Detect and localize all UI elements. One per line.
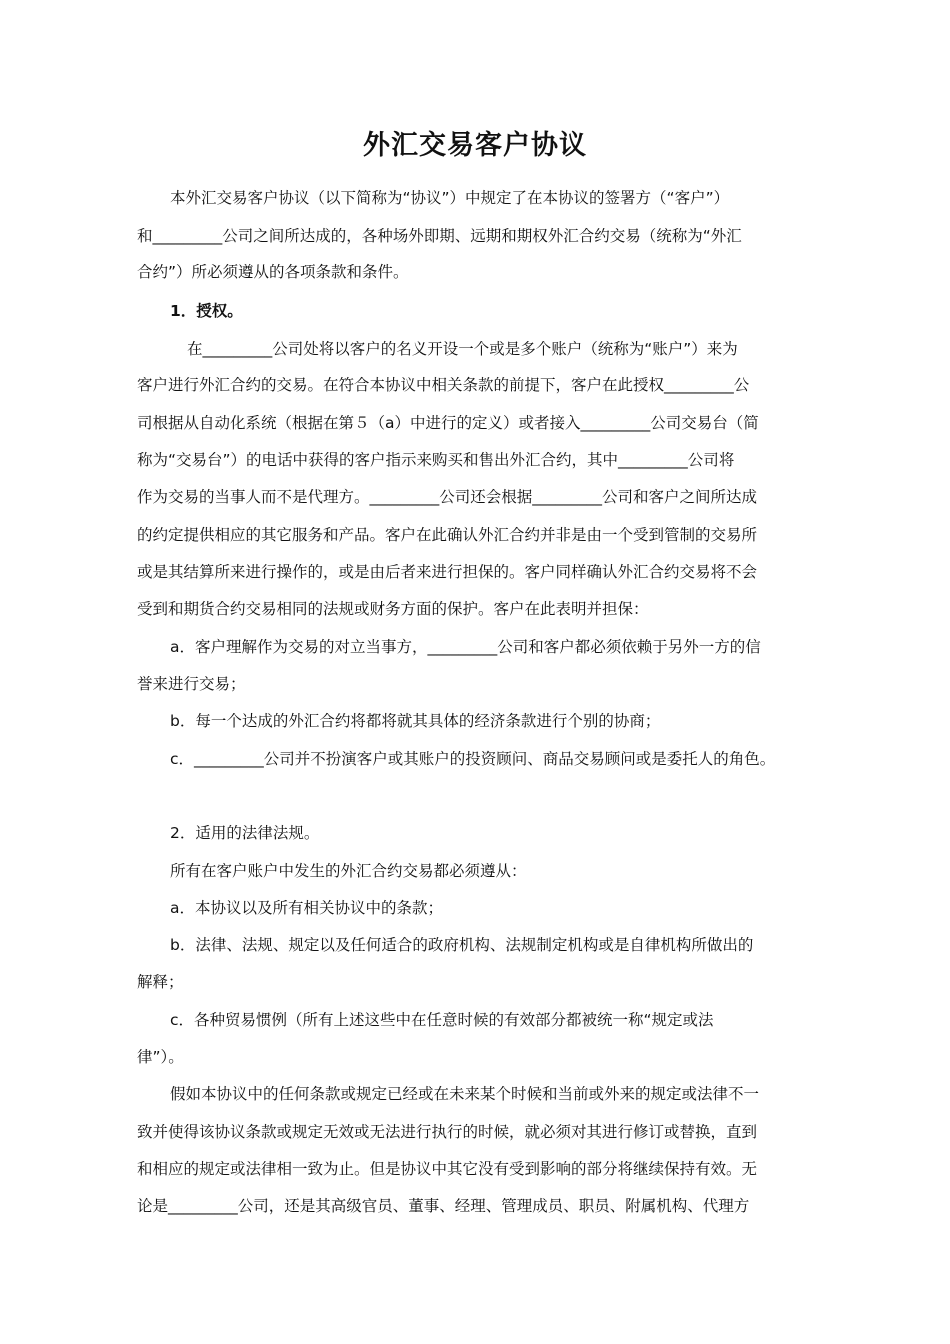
paragraph-line: 客户进行外汇合约的交易。在符合本协议中相关条款的前提下，客户在此授权_________公	[137, 376, 750, 394]
paragraph-line: 和相应的规定或法律相一致为止。但是协议中其它没有受到影响的部分将继续保持有效。无	[137, 1160, 758, 1178]
list-item-line: a．客户理解作为交易的对立当事方，_________公司和客户都必须依赖于另外一方的信	[170, 638, 761, 656]
paragraph-line: 称为“交易台”）的电话中获得的客户指示来购买和售出外汇合约，其中_________公司将	[137, 451, 735, 469]
paragraph-line: 假如本协议中的任何条款或规定已经或在未来某个时候和当前或外来的规定或法律不一	[170, 1085, 760, 1103]
list-item-line: 誉来进行交易；	[137, 675, 246, 693]
paragraph-line: 或是其结算所来进行操作的，或是由后者来进行担保的。客户同样确认外汇合约交易将不会	[137, 563, 758, 581]
paragraph-line: 的约定提供相应的其它服务和产品。客户在此确认外汇合约并非是由一个受到管制的交易所	[137, 526, 758, 544]
document-title: 外汇交易客户协议	[363, 130, 587, 161]
paragraph-line: 受到和期货合约交易相同的法规或财务方面的保护。客户在此表明并担保：	[137, 600, 649, 618]
list-item-line: 律”）。	[137, 1048, 184, 1066]
paragraph-line: 在_________公司处将以客户的名义开设一个或是多个账户（统称为“账户”）来为	[187, 340, 738, 358]
paragraph-line: 司根据从自动化系统（根据在第５（a）中进行的定义）或者接入_________公司交易台（简	[137, 414, 759, 432]
paragraph-line: 本外汇交易客户协议（以下简称为“协议”）中规定了在本协议的签署方（“客户”）	[170, 189, 730, 207]
paragraph-line: 和_________公司之间所达成的，各种场外即期、远期和期权外汇合约交易（统称为“外汇	[137, 227, 742, 245]
paragraph-line: 论是_________公司，还是其高级官员、董事、经理、管理成员、职员、附属机构、代理方	[137, 1197, 750, 1215]
list-item-line: b．每一个达成的外汇合约将都将就其具体的经济条款进行个别的协商；	[170, 712, 661, 730]
list-item-line: b．法律、法规、规定以及任何适合的政府机构、法规制定机构或是自律机构所做出的	[170, 936, 754, 954]
paragraph-line: 所有在客户账户中发生的外汇合约交易都必须遵从：	[170, 862, 527, 880]
list-item-line: c．_________公司并不扮演客户或其账户的投资顾问、商品交易顾问或是委托人的角色。	[170, 750, 776, 768]
section-heading: 2．适用的法律法规。	[170, 824, 320, 842]
list-item-line: a．本协议以及所有相关协议中的条款；	[170, 899, 443, 917]
list-item-line: c．各种贸易惯例（所有上述这些中在任意时候的有效部分都被统一称“规定或法	[170, 1011, 714, 1029]
paragraph-line: 致并使得该协议条款或规定无效或无法进行执行的时候，就必须对其进行修订或替换，直到	[137, 1123, 758, 1141]
list-item-line: 解释；	[137, 973, 184, 991]
section-heading: 1．授权。	[170, 302, 243, 320]
paragraph-line: 合约”）所必须遵从的各项条款和条件。	[137, 263, 409, 281]
paragraph-line: 作为交易的当事人而不是代理方。_________公司还会根据_________公司和客户之间所达成	[137, 488, 758, 506]
